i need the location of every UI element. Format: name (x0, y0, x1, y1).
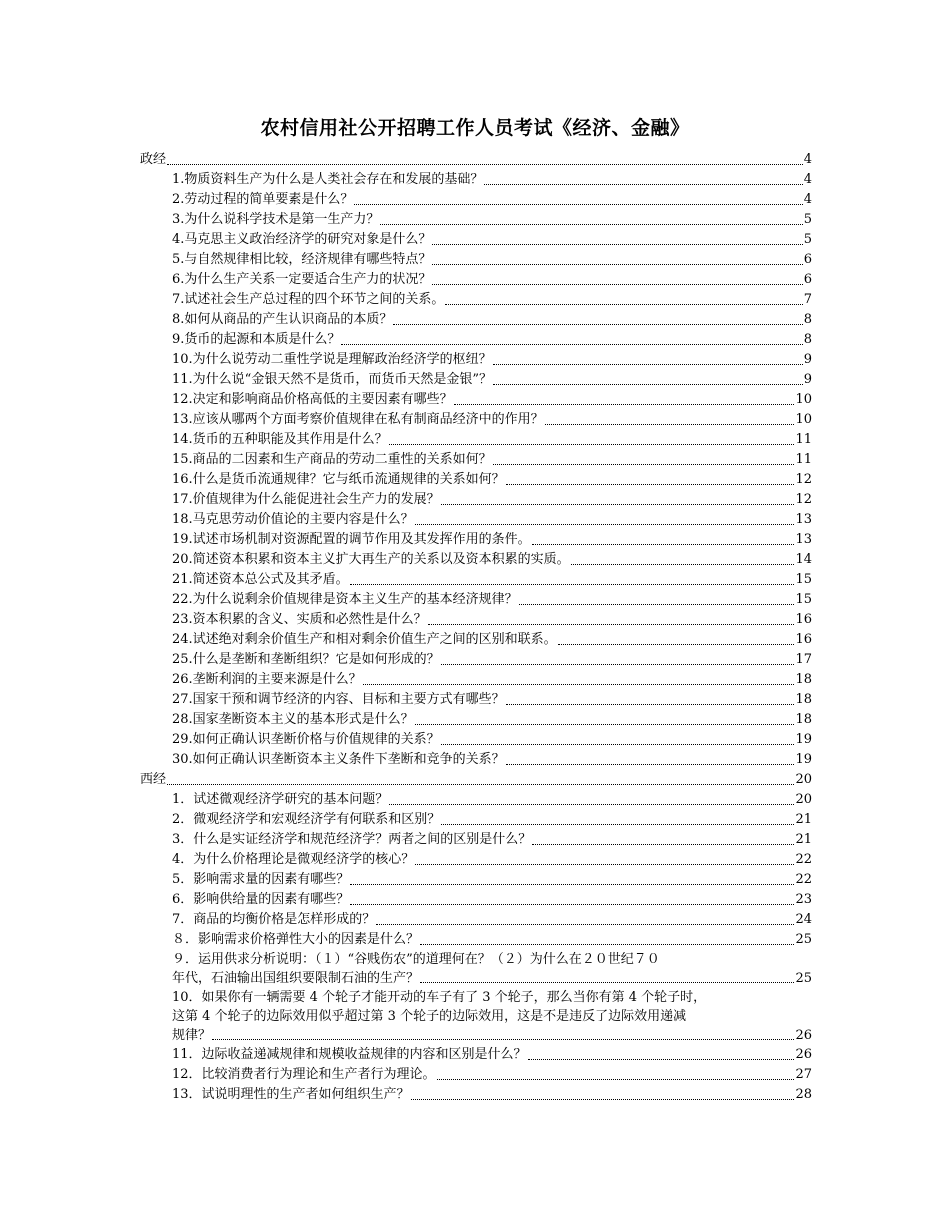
toc-entry[interactable] (140, 1065, 812, 1085)
leader-dots (454, 404, 795, 405)
toc-entry[interactable] (140, 390, 812, 410)
leader-dots (393, 324, 802, 325)
toc-entry[interactable] (140, 830, 812, 850)
toc-entry-text: 23.资本积累的含义、实质和必然性是什么？ (172, 612, 427, 627)
toc-page-number: 8 (803, 312, 812, 327)
toc-entry[interactable] (140, 530, 812, 550)
toc-entry[interactable] (140, 930, 812, 950)
toc-entry-text-line: 规律？ (172, 1028, 212, 1043)
toc-entry[interactable] (140, 430, 812, 450)
leader-dots (519, 604, 795, 605)
toc-page-number: 28 (795, 1087, 812, 1102)
leader-dots (558, 644, 795, 645)
toc-page-number: 17 (795, 652, 812, 667)
toc-entry-western-9[interactable] (140, 950, 812, 988)
toc-entry-text: 1.物质资料生产为什么是人类社会存在和发展的基础？ (172, 172, 484, 187)
leader-dots (167, 784, 794, 785)
toc-entry[interactable] (140, 850, 812, 870)
toc-entry-text: 4．为什么价格理论是微观经济学的核心？ (172, 852, 415, 867)
leader-dots (415, 724, 795, 725)
toc-page-number: 9 (803, 372, 812, 387)
leader-dots (532, 844, 794, 845)
toc-page-number: 4 (803, 192, 812, 207)
toc-entry[interactable] (140, 470, 812, 490)
toc-page-number: 10 (795, 392, 812, 407)
leader-dots (432, 244, 802, 245)
toc-entry[interactable] (140, 310, 812, 330)
toc-page-number: 19 (795, 752, 812, 767)
toc-entry[interactable] (140, 410, 812, 430)
toc-section-label: 政经 (140, 152, 167, 167)
toc-entry-text: 27.国家干预和调节经济的内容、目标和主要方式有哪些？ (172, 692, 505, 707)
toc-entry-text: 5.与自然规律相比较，经济规律有哪些特点？ (172, 252, 432, 267)
leader-dots (437, 1079, 795, 1080)
toc-entry[interactable] (140, 170, 812, 190)
toc-entry[interactable] (140, 510, 812, 530)
leader-dots (420, 944, 794, 945)
toc-entry[interactable] (140, 450, 812, 470)
toc-page-number: 21 (795, 812, 812, 827)
toc-entry-text: 12.决定和影响商品价格高低的主要因素有哪些？ (172, 392, 453, 407)
toc-entry-text: 20.简述资本积累和资本主义扩大再生产的关系以及资本积累的实质。 (172, 552, 570, 567)
toc-entry-text: 17.价值规律为什么能促进社会生产力的发展？ (172, 492, 440, 507)
toc-page-number: 26 (795, 1028, 812, 1043)
leader-dots (389, 804, 794, 805)
toc-entry-text-line: 10．如果你有一辆需要 4 个轮子才能开动的车子有了 3 个轮子，那么当你有第 4 个轮子时， (172, 990, 707, 1005)
leader-dots (571, 564, 795, 565)
toc-page-number: 19 (795, 732, 812, 747)
leader-dots (441, 744, 795, 745)
toc-page-number: 13 (795, 532, 812, 547)
leader-dots (506, 484, 795, 485)
toc-entry-text: 22.为什么说剩余价值规律是资本主义生产的基本经济规律？ (172, 592, 518, 607)
toc-section-label: 西经 (140, 772, 167, 787)
toc-section-politics[interactable] (140, 150, 812, 170)
toc-page-number: 22 (795, 872, 812, 887)
toc-page-number: 18 (795, 712, 812, 727)
toc-page-number: 11 (795, 452, 812, 467)
toc-entry[interactable] (140, 290, 812, 310)
toc-entry[interactable] (140, 910, 812, 930)
toc-entry[interactable] (140, 890, 812, 910)
toc-entry-text-line: ９．运用供求分析说明：（１）“谷贱伤农”的道理何在？（２）为什么在２０世纪７０ (172, 952, 660, 967)
leader-dots (493, 384, 803, 385)
toc-entry-text: 5．影响需求量的因素有哪些？ (172, 872, 350, 887)
toc-page-number: 6 (803, 252, 812, 267)
toc-page-number: 25 (795, 971, 812, 986)
toc-page-number: 23 (795, 892, 812, 907)
leader-dots (445, 304, 802, 305)
leader-dots (341, 344, 802, 345)
toc-page-number: 4 (803, 152, 812, 167)
toc-entry-text: 4.马克思主义政治经济学的研究对象是什么？ (172, 232, 432, 247)
toc-entry-text-line: 年代，石油输出国组织要限制石油的生产？ (172, 971, 420, 986)
toc-entry[interactable] (140, 210, 812, 230)
toc-page-number: 5 (803, 232, 812, 247)
toc-page-number: 16 (795, 612, 812, 627)
toc-entry-text: 24.试述绝对剩余价值生产和相对剩余价值生产之间的区别和联系。 (172, 632, 557, 647)
toc-entry-text: 16.什么是货币流通规律？它与纸币流通规律的关系如何？ (172, 472, 505, 487)
toc-entry-text: 7．商品的均衡价格是怎样形成的？ (172, 912, 376, 927)
toc-entry[interactable] (140, 650, 812, 670)
toc-entry-text: 1．试述微观经济学研究的基本问题？ (172, 792, 389, 807)
toc-entry[interactable] (140, 870, 812, 890)
toc-entry-text: 10.为什么说劳动二重性学说是理解政治经济学的枢纽？ (172, 352, 492, 367)
toc-entry-text: 28.国家垄断资本主义的基本形式是什么？ (172, 712, 414, 727)
leader-dots (528, 1059, 795, 1060)
toc-entry-text: 19.试述市场机制对资源配置的调节作用及其发挥作用的条件。 (172, 532, 531, 547)
toc-western-tail-list (140, 1045, 812, 1105)
toc-entry[interactable] (140, 370, 812, 390)
toc-entry[interactable] (140, 230, 812, 250)
leader-dots (493, 364, 803, 365)
leader-dots (506, 764, 795, 765)
leader-dots (363, 684, 795, 685)
leader-dots (411, 1099, 795, 1100)
toc-entry[interactable] (140, 590, 812, 610)
toc-western-list (140, 790, 812, 950)
toc-entry[interactable] (140, 710, 812, 730)
toc-entry-text: 6．影响供给量的因素有哪些？ (172, 892, 350, 907)
toc-page-number: 7 (803, 292, 812, 307)
toc-entry[interactable] (140, 350, 812, 370)
toc-page-number: 15 (795, 592, 812, 607)
toc-page-number: 5 (803, 212, 812, 227)
toc-entry[interactable] (140, 730, 812, 750)
toc-page-number: 26 (795, 1047, 812, 1062)
toc-entry-text-line: 这第 4 个轮子的边际效用似乎超过第 3 个轮子的边际效用，这是不是违反了边际效用递减 (172, 1009, 687, 1024)
toc-page-number: 4 (803, 172, 812, 187)
toc-entry-text: 2．微观经济学和宏观经济学有何联系和区别？ (172, 812, 441, 827)
toc-entry[interactable] (140, 630, 812, 650)
toc-entry-text: 11．边际收益递减规律和规模收益规律的内容和区别是什么？ (172, 1047, 527, 1062)
table-of-contents (140, 150, 812, 1105)
leader-dots (432, 264, 802, 265)
toc-entry-text: 7.试述社会生产总过程的四个环节之间的关系。 (172, 292, 445, 307)
leader-dots (428, 624, 795, 625)
leader-dots (415, 524, 795, 525)
leader-dots (545, 424, 795, 425)
toc-entry-text: 9.货币的起源和本质是什么？ (172, 332, 341, 347)
leader-dots (532, 544, 795, 545)
leader-dots (441, 504, 795, 505)
toc-entry[interactable] (140, 750, 812, 770)
toc-entry-text: 13．试说明理性的生产者如何组织生产？ (172, 1087, 410, 1102)
toc-entry[interactable] (140, 690, 812, 710)
toc-entry[interactable] (140, 610, 812, 630)
toc-page-number: 18 (795, 692, 812, 707)
toc-entry[interactable] (140, 330, 812, 350)
toc-entry[interactable] (140, 670, 812, 690)
toc-page-number: 21 (795, 832, 812, 847)
leader-dots (441, 824, 794, 825)
leader-dots (350, 884, 794, 885)
toc-entry-text: 6.为什么生产关系一定要适合生产力的状况？ (172, 272, 432, 287)
toc-entry[interactable] (140, 570, 812, 590)
toc-entry-text: 8.如何从商品的产生认识商品的本质？ (172, 312, 393, 327)
toc-page-number: 18 (795, 672, 812, 687)
toc-page-number: 27 (795, 1067, 812, 1082)
toc-entry-text: ８．影响需求价格弹性大小的因素是什么？ (172, 932, 420, 947)
toc-politics-list (140, 170, 812, 770)
toc-entry-text: 14.货币的五种职能及其作用是什么？ (172, 432, 388, 447)
toc-entry[interactable] (140, 490, 812, 510)
toc-entry-text: 15.商品的二因素和生产商品的劳动二重性的关系如何？ (172, 452, 492, 467)
toc-page-number: 12 (795, 492, 812, 507)
toc-page-number: 15 (795, 572, 812, 587)
toc-entry-text: 18.马克思劳动价值论的主要内容是什么？ (172, 512, 414, 527)
toc-page-number: 24 (795, 912, 812, 927)
toc-section-western[interactable] (140, 770, 812, 790)
toc-page-number: 20 (795, 772, 812, 787)
toc-entry-text: 2.劳动过程的简单要素是什么？ (172, 192, 354, 207)
toc-entry-text: 25.什么是垄断和垄断组织？它是如何形成的？ (172, 652, 440, 667)
toc-entry[interactable] (140, 1085, 812, 1105)
toc-entry-text: 13.应该从哪两个方面考察价值规律在私有制商品经济中的作用？ (172, 412, 544, 427)
toc-page-number: 9 (803, 352, 812, 367)
toc-entry-text: 3.为什么说科学技术是第一生产力？ (172, 212, 380, 227)
toc-entry-text: 11.为什么说“金银天然不是货币，而货币天然是金银”？ (172, 372, 492, 387)
toc-entry-text: 26.垄断利润的主要来源是什么？ (172, 672, 362, 687)
leader-dots (212, 1039, 794, 1040)
toc-page-number: 14 (795, 552, 812, 567)
toc-entry-western-10[interactable] (140, 988, 812, 1045)
leader-dots (420, 982, 794, 983)
toc-entry[interactable] (140, 250, 812, 270)
leader-dots (354, 204, 802, 205)
toc-page-number: 16 (795, 632, 812, 647)
toc-page-number: 25 (795, 932, 812, 947)
leader-dots (441, 664, 795, 665)
leader-dots (506, 704, 795, 705)
toc-page-number: 13 (795, 512, 812, 527)
toc-entry-text: 30.如何正确认识垄断资本主义条件下垄断和竞争的关系？ (172, 752, 505, 767)
leader-dots (389, 444, 795, 445)
leader-dots (350, 584, 795, 585)
toc-page-number: 6 (803, 272, 812, 287)
leader-dots (484, 184, 802, 185)
toc-page-number: 20 (795, 792, 812, 807)
toc-page-number: 11 (795, 432, 812, 447)
leader-dots (167, 164, 803, 165)
toc-entry[interactable] (140, 270, 812, 290)
toc-page-number: 8 (803, 332, 812, 347)
toc-page-number: 10 (795, 412, 812, 427)
leader-dots (415, 864, 794, 865)
leader-dots (380, 224, 802, 225)
toc-entry[interactable] (140, 1045, 812, 1065)
document-title: 农村信用社公开招聘工作人员考试《经济、金融》 (260, 117, 690, 139)
toc-page-number: 22 (795, 852, 812, 867)
toc-entry-text: 21.简述资本总公式及其矛盾。 (172, 572, 349, 587)
leader-dots (376, 924, 794, 925)
toc-entry[interactable] (140, 190, 812, 210)
toc-entry-text: 3．什么是实证经济学和规范经济学？两者之间的区别是什么？ (172, 832, 532, 847)
toc-entry[interactable] (140, 790, 812, 810)
toc-page-number: 12 (795, 472, 812, 487)
toc-entry[interactable] (140, 810, 812, 830)
leader-dots (493, 464, 795, 465)
leader-dots (432, 284, 802, 285)
toc-entry[interactable] (140, 550, 812, 570)
toc-entry-text: 12．比较消费者行为理论和生产者行为理论。 (172, 1067, 436, 1082)
leader-dots (350, 904, 794, 905)
toc-entry-text: 29.如何正确认识垄断价格与价值规律的关系？ (172, 732, 440, 747)
